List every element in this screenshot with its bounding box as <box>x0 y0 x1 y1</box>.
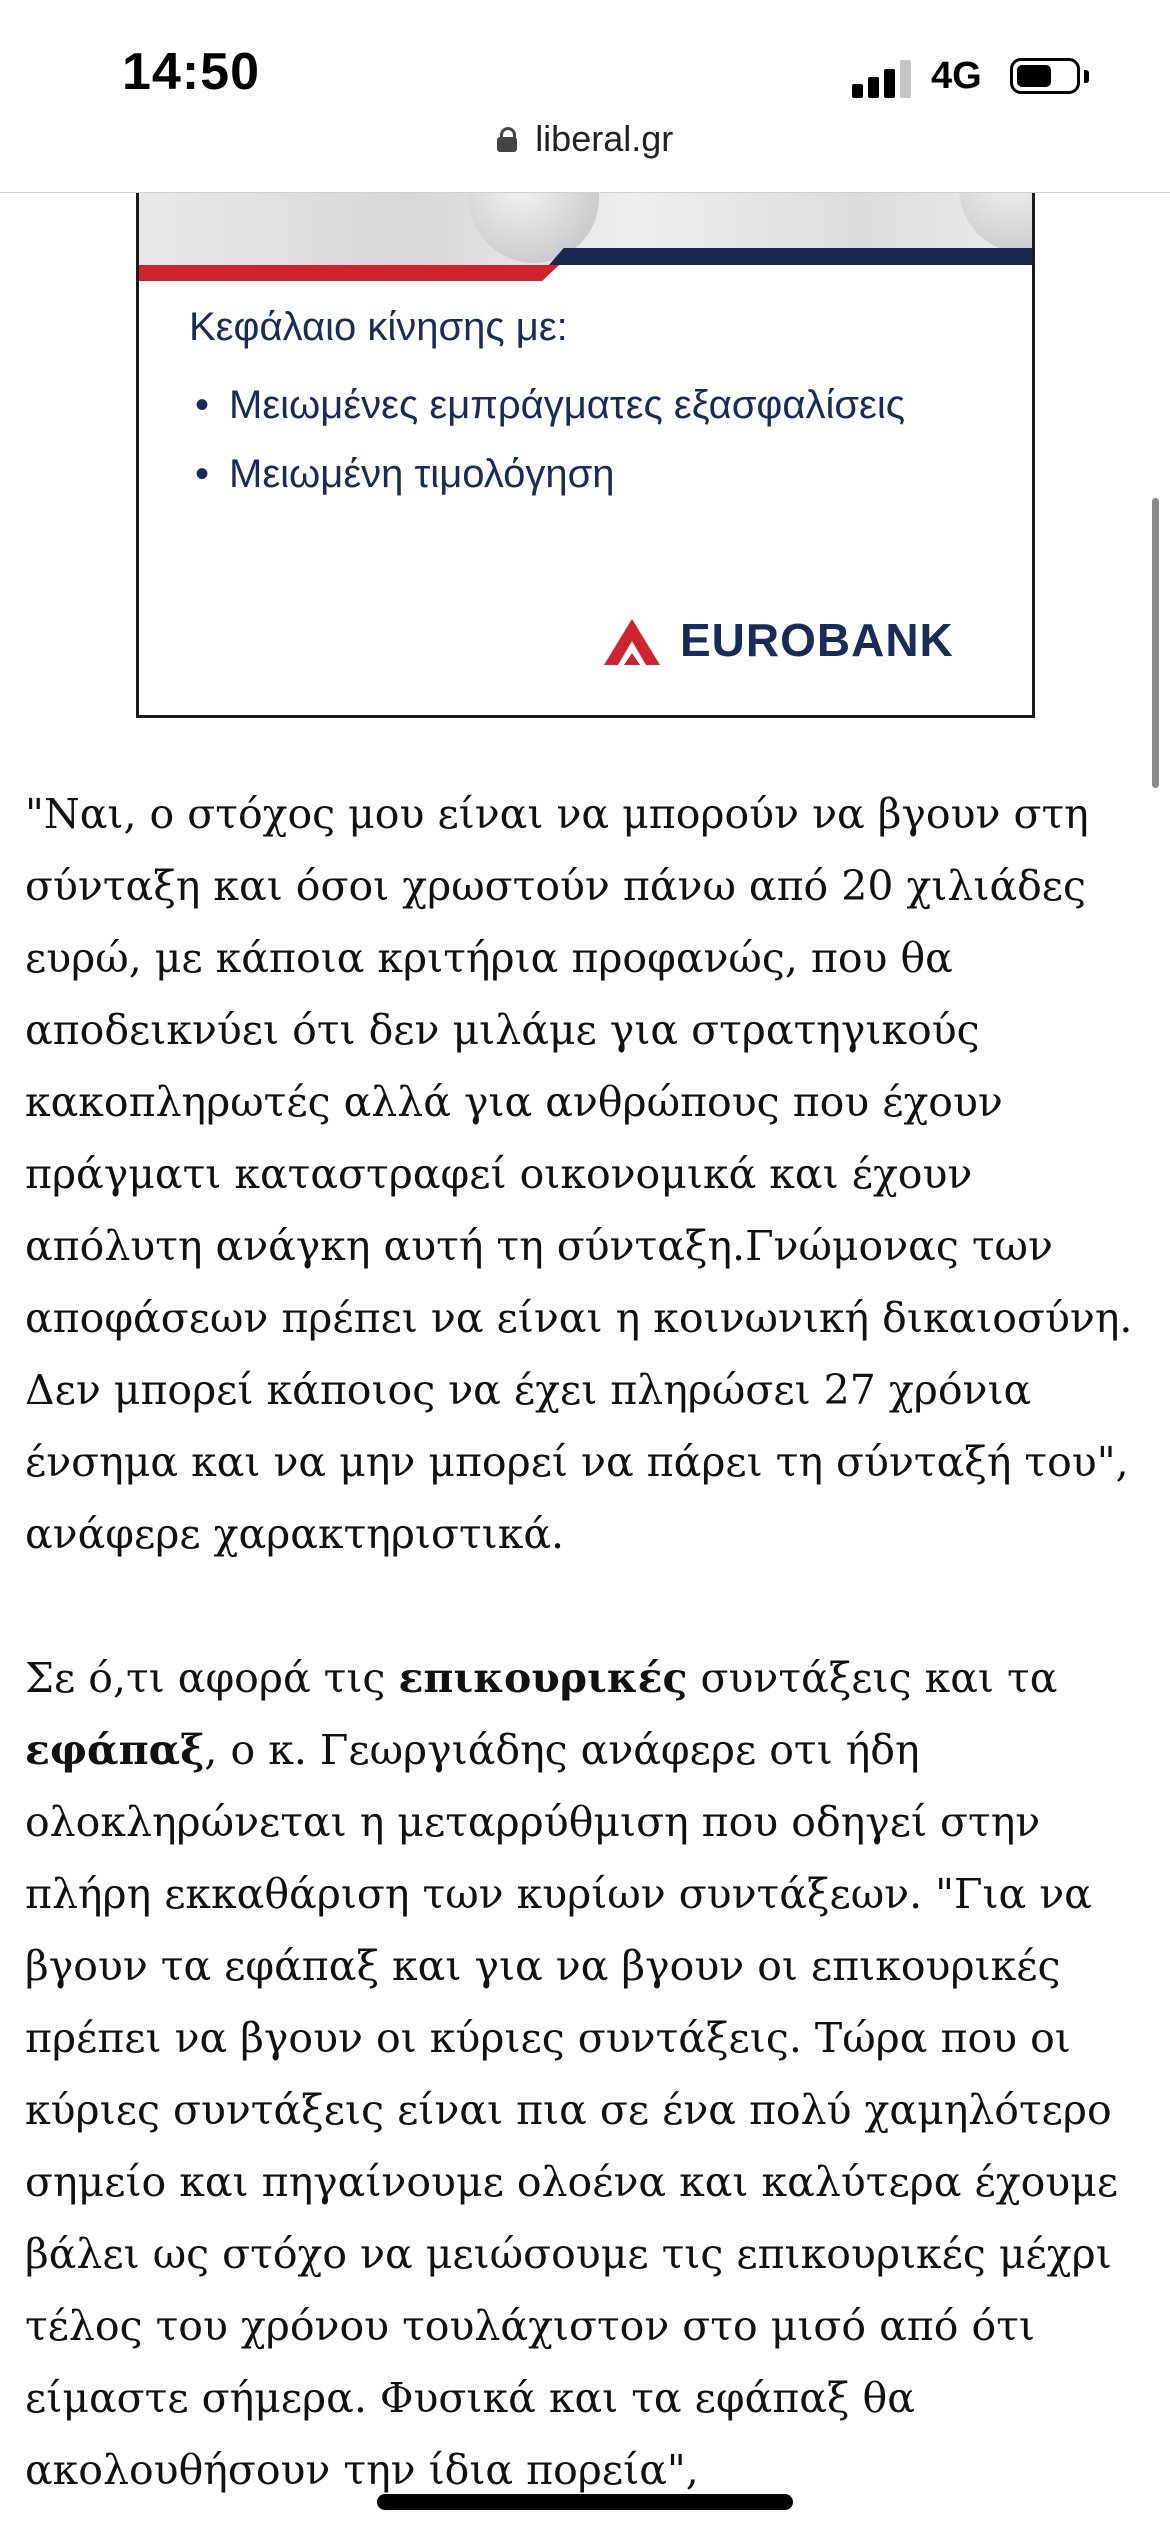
ad-red-stripe <box>139 265 559 281</box>
scrollbar[interactable] <box>1152 498 1159 788</box>
battery-tip <box>1084 70 1089 83</box>
ad-benefit-text: Μειωμένες εμπράγματες εξασφαλίσεις <box>229 383 906 427</box>
bold-term: εφάπαξ <box>25 1726 205 1774</box>
lock-icon <box>497 127 517 151</box>
article-paragraph <box>25 1642 1150 2506</box>
ad-benefit-item <box>189 440 989 509</box>
paragraph-text: Σε ό,τι αφορά τις <box>25 1654 399 1702</box>
ad-benefit-item <box>189 371 989 440</box>
ad-blue-stripe <box>549 248 1035 265</box>
status-time: 14:50 <box>122 43 260 101</box>
article-paragraph: "Ναι, ο στόχος μου είναι να μπορούν να βγουν στη σύνταξη και όσοι χρωστούν πάνω από 20 χιλιάδες ευρώ, με κάποια κριτήρια προφανώς, που θα αποδεικνύει ότι δεν μιλάμε για στρατηγικούς κακοπληρωτές αλλά για ανθρώπους που έχουν πράγματι καταστραφεί οικονομικά και έχουν απόλυτη ανάγκη αυτή τη σύνταξη.Γνώμονας των αποφάσεων πρέπει να είναι η κοινωνική δικαιοσύνη. Δεν μπορεί κάποιος να έχει πληρώσει 27 χρόνια ένσημα και να μην μπορεί να πάρει τη σύνταξή του", ανάφερε χαρακτηριστικά. <box>25 790 1133 1558</box>
battery-icon <box>1010 58 1080 94</box>
ad-benefits-list <box>189 371 989 509</box>
bullet: • <box>195 383 210 427</box>
brand-name: EUROBANK <box>680 614 954 666</box>
cellular-signal-icon <box>852 58 912 98</box>
url-text[interactable]: liberal.gr <box>535 118 674 159</box>
network-type: 4G <box>931 55 982 97</box>
ad-headline: Κεφάλαιο κίνησης με: <box>189 305 568 349</box>
bold-term: επικουρικές <box>398 1654 688 1702</box>
paragraph-text: συντάξεις και τα <box>687 1654 1058 1702</box>
eurobank-advertisement[interactable] <box>136 193 1035 718</box>
eurobank-mark-icon <box>602 617 662 669</box>
status-bar <box>0 0 1170 130</box>
bullet: • <box>195 452 210 496</box>
article-body <box>25 778 1150 2506</box>
paragraph-text: , ο κ. Γεωργιάδης ανάφερε οτι ήδη ολοκληρώνεται η μεταρρύθμιση που οδηγεί στην πλήρη εκκαθάριση των κυρίων συντάξεων. "Για να βγουν τα εφάπαξ και για να βγουν οι επικουρικές πρέπει να βγουν οι κύριες συντάξεις. Τώρα που οι κύριες συντάξεις είναι πια σε ένα πολύ χαμηλότερο σημείο και πηγαίνουμε ολοένα και καλύτερα έχουμε βάλει ως στόχο να μειώσουμε τις επικουρικές μέχρι τέλος του χρόνου τουλάχιστον στο μισό από ότι είμαστε σήμερα. Φυσικά και τα εφάπαξ θα ακολουθήσουν την ίδια πορεία", <box>25 1726 1119 2494</box>
home-indicator[interactable] <box>377 2494 793 2510</box>
address-bar[interactable] <box>0 118 1170 178</box>
ad-benefit-text: Μειωμένη τιμολόγηση <box>229 452 615 496</box>
